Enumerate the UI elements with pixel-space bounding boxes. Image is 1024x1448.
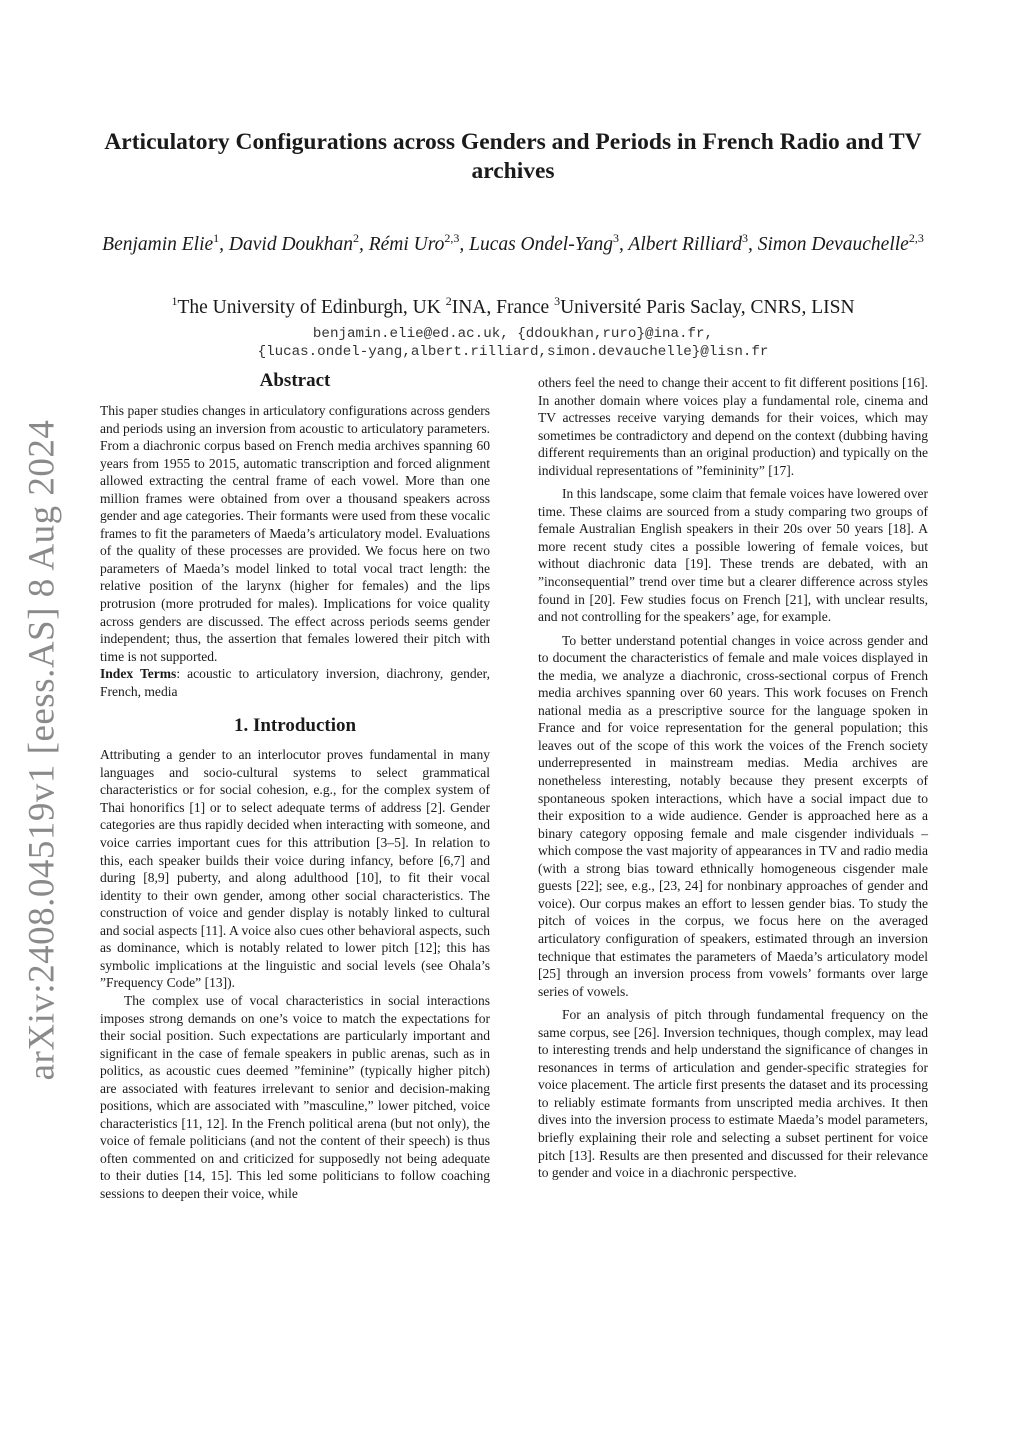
affiliation-mark: 1 [171,294,178,308]
author-affiliation-mark: 3 [742,231,748,245]
intro-paragraph: For an analysis of pitch through fundamental frequency on the same corpus, see [26]. Inversion techniques, though complex, may lead to interesting trends and help understand the significance of changes in resonances in terms of articulation and gender-specific strategies for voice placement. The article first presents the dataset and its processing to reliably estimate formants from unscripted media archives. It then dives into the inversion process to estimate Maeda’s model parameters, briefly explaining their role and selecting a subset pertinent for voice pitch [13]. Results are then presented and discussed for their relevance to gender and voice in a diachronic perspective. [538,1007,928,1181]
author-name: Albert Rilliard [628,234,742,255]
index-terms-text: : acoustic to articulatory inversion, diachrony, gender, French, media [100,666,490,699]
author-affiliation-mark: 2 [352,231,359,245]
affiliation-text: The University of Edinburgh, UK [177,297,446,318]
intro-paragraph: To better understand potential changes in voice across gender and to document the characteristics of female and male voices displayed in the media, we analyze a diachronic, cross-sectional corpus of French media archives spanning over 60 years. This work focuses on French national media as a prescriptive source for the language spoken in France and for voice representation for the general population; this leaves out of the scope of this work the voices of the French society underrepresented in mainstream medias. Media archives are nonetheless interesting, notably because they present excerpts of spontaneous spoken interactions, which have a social impact due to their exposition to a wide audience. Gender is approached here as a binary category opposing female and male cisgender individuals – which compose the vast majority of appearances in TV and radio media (with a strong bias toward ethnically homogeneous cisgender male guests [22]; see, e.g., [23, 24] for nonbinary approaches of gender and voice). Our corpus makes an effort to lessen gender bias. To study the pitch of voices in the corpus, we focus here on the averaged articulatory configuration of speakers, estimated through an inversion technique that estimates the parameters of Maeda’s articulatory model [25] through an inversion process from vowels’ formants over large series of vowels. [538,632,928,999]
affiliation-mark: 2 [445,294,452,308]
email-line: benjamin.elie@ed.ac.uk, {ddoukhan,ruro}@ina.fr, [312,326,714,342]
author-emails [100,325,926,361]
intro-paragraph: In this landscape, some claim that female voices have lowered over time. These claims are sourced from a study comparing two groups of female Australian English speakers in their 20s over 50 years [18]. A more recent study cites a possible lowering of female voices, but without diachronic data [19]. These trends are debated, with an ”inconsequential” trend over time but a clearer difference across styles found in [20]. Few studies focus on French [21], with unclear results, and not controlling for the speakers’ age, for example. [538,486,928,625]
author-name: Benjamin Elie [102,234,214,255]
author-separator: , [358,234,369,255]
author-list [100,232,926,257]
author-separator: , [459,234,470,255]
paper-title: Articulatory Configurations across Genders and Periods in French Radio and TV archives [104,129,922,184]
author-affiliation-mark: 2,3 [444,231,460,245]
author-name: Rémi Uro [368,234,445,255]
affiliations [100,296,926,320]
left-column [100,369,490,1203]
author-separator: , [619,234,629,255]
author-name: Lucas Ondel-Yang [469,234,614,255]
intro-paragraph: others feel the need to change their accent to fit different positions [16]. In another domain where voices play a fundamental role, cinema and TV actresses receive varying demands for their voices, which may sometimes be contradictory and depend on the context (dubbing having different requirements than an original production) and typically on the individual representations of ”femininity” [17]. [538,375,928,478]
author-separator: , [219,234,229,255]
index-terms-label: Index Terms [100,666,177,682]
arxiv-identifier-text: arXiv:2408.04519v1 [eess.AS] 8 Aug 2024 [21,419,63,1081]
abstract-text: This paper studies changes in articulatory configurations across genders and periods using an inversion from acoustic to articulatory parameters. From a diachronic corpus based on French media archives spanning 60 years from 1955 to 2015, automatic transcription and forced alignment allowed extracting the central frame of each vowel. More than one million frames were obtained from over a thousand speakers across gender and age categories. Their formants were used from these vocalic frames to fit the parameters of Maeda’s articulatory model. Evaluations of the quality of these processes are provided. We focus here on two parameters of Maeda’s model linked to total vocal tract length: the relative position of the larynx (higher for females) and the lips protrusion (more protruded for males). Implications for voice quality across genders are discussed. The effect across periods seems gender independent; thus, the assertion that females lowered their pitch with time is not supported. [100,403,490,664]
affiliation-text: Université Paris Saclay, CNRS, LISN [560,297,855,318]
author-affiliation-mark: 3 [613,231,620,245]
right-column [538,374,928,1182]
intro-paragraph: The complex use of vocal characteristics in social interactions imposes strong demands on one’s voice to match the expectations for their social position. Such expectations are particularly important and significant in the case of female speakers in public arenas, such as in politics, as acoustic cues deemed ”feminine” (typically higher pitch) are associated with features irrelevant to senior and decision-making positions, which are associated with ”masculine,” lower pitched, voice characteristics [11, 12]. In the French political arena (but not only), the voice of female politicians (and not the content of their speech) is thus often commented on and criticized for supposedly not being adequate to their duties [14, 15]. This led some politicians to follow coaching sessions to deepen their voice, while [100,992,490,1201]
affiliation-mark: 3 [554,294,561,308]
abstract-heading: Abstract [259,370,331,391]
index-terms [100,665,490,700]
author-name: David Doukhan [228,234,353,255]
author-affiliation-mark: 2,3 [908,231,924,245]
author-name: Simon Devauchelle [757,234,909,255]
author-affiliation-mark: 1 [213,231,220,245]
intro-paragraph: Attributing a gender to an interlocutor proves fundamental in many languages and socio-cultural systems to select grammatical characteristics or for social cohesion, e.g., for the complex system of Thai honorifics [1] or to select adequate terms of address [2]. Gender categories are thus rapidly decided when interacting with someone, and voice carries important cues for this attribution [3–5]. In relation to this, each speaker builds their voice during infancy, before [6,7] and during [8,9] puberty, and along adulthood [10], to fit their vocal identity to their own gender, among other social characteristics. The construction of voice and gender display is notably linked to cultural and social aspects [11]. A voice also cues other behavioral aspects, such as dominance, which is notably related to lower pitch [12]; this has symbolic implications at the linguistic and social levels (see Ohala’s ”Frequency Code” [13]). [100,747,490,991]
introduction-heading: 1. Introduction [233,715,357,737]
email-line: {lucas.ondel-yang,albert.rilliard,simon.devauchelle}@lisn.fr [257,344,769,360]
author-separator: , [748,234,758,255]
affiliation-text: INA, France [451,297,555,318]
